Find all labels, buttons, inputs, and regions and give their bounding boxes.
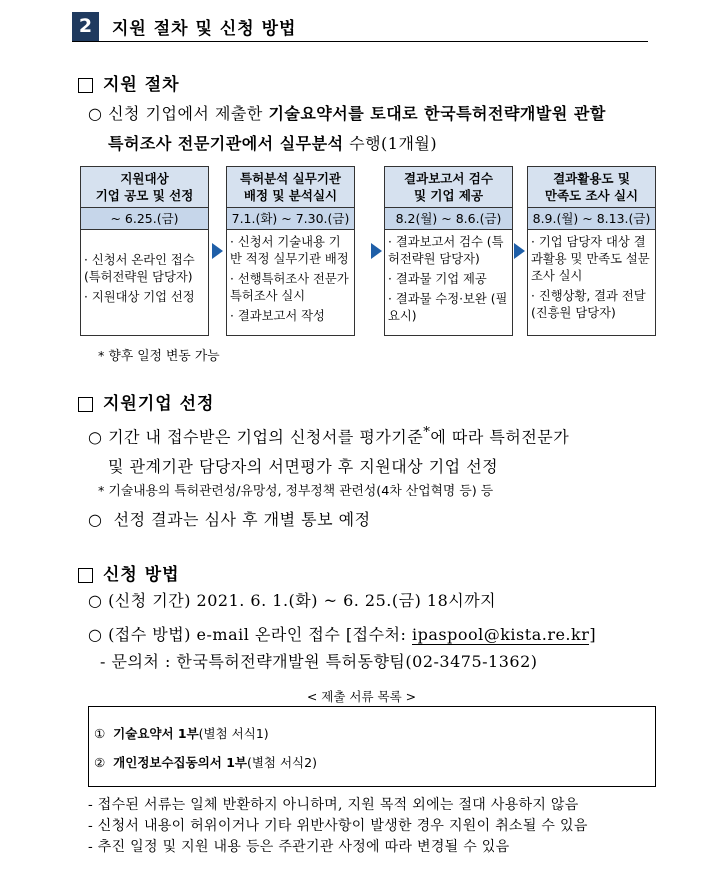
selection-note: * 기술내용의 특허관련성/유망성, 정부정책 관련성(4차 산업혁명 등) 등 [98,484,494,499]
step-item: · 기업 담당자 대상 결과활용 및 만족도 설문조사 실시 [531,235,650,283]
step-box-3: 결과보고서 검수 및 기업 제공 8.2(월) ~ 8.6.(금) · 결과보고서 검수 (특허전략원 담당자) · 결과물 기업 제공 · 결과물 수정·보완 (필요시) [384,166,513,336]
step-item: · 결과보고서 작성 [230,309,325,323]
step-item: · 선행특허조사 전문가 특허조사 실시 [230,272,349,303]
step-item: · 지원대상 기업 선정 [84,290,195,304]
section-title: 지원 절차 및 신청 방법 [112,19,297,39]
procedure-heading: 지원 절차 [78,70,180,95]
step-item: · 결과보고서 검수 (특허전략원 담당자) [388,235,504,266]
arrow-right-icon [514,243,525,259]
notice-item: - 접수된 서류는 일체 반환하지 아니하며, 지원 목적 외에는 절대 사용하지 않음 [88,797,579,813]
selection-text: ○ 기간 내 접수받은 기업의 신청서를 평가기준*에 따라 특허전문가 및 관계기관 담당자의 서면평가 후 지원대상 기업 선정 [88,425,570,477]
step-box-2: 특허분석 실무기관 배정 및 분석실시 7.1.(화) ~ 7.30.(금) · 신청서 기술내용 기반 적정 실무기관 배정 · 선행특허조사 전문가 특허조사 실시 · 결과보고서 작성 [226,166,355,336]
step-date: 8.2(월) ~ 8.6.(금) [385,208,512,230]
header-divider [72,41,648,42]
arrow-right-icon [371,243,382,259]
checkbox-square-icon [78,397,93,412]
procedure-intro: ○ 신청 기업에서 제출한 기술요약서를 토대로 한국특허전략개발원 관할 특허조사 전문기관에서 실무분석 수행(1개월) [88,104,606,153]
doc-item: ① 기술요약서 1부(별첨 서식1) [94,726,269,741]
selection-heading: 지원기업 선정 [78,389,214,414]
step-item: · 신청서 기술내용 기반 적정 실무기관 배정 [230,235,349,266]
application-period: ○ (신청 기간) 2021. 6. 1.(화) ~ 6. 25.(금) 18시까지 [88,591,497,610]
arrow-right-icon [212,243,223,259]
selection-result: ○ 선정 결과는 심사 후 개별 통보 예정 [88,510,371,529]
email-link[interactable]: ipaspool@kista.re.kr [412,625,590,644]
docs-list-box [88,706,656,787]
application-receipt: ○ (접수 방법) e-mail 온라인 접수 [접수처: ipaspool@kista.re.kr] [88,625,597,644]
step-box-1: 지원대상 기업 공모 및 선정 ~ 6.25.(금) · 신청서 온라인 접수 (특허전략원 담당자) · 지원대상 기업 선정 [80,166,209,336]
step-item: · 결과물 기업 제공 [388,272,487,286]
step-item: · 진행상황, 결과 전달 (진흥원 담당자) [531,289,646,320]
section-number: 2 [72,12,99,41]
notice-item: - 신청서 내용이 허위이거나 기타 위반사항이 발생한 경우 지원이 취소될 수 있음 [88,818,588,834]
application-contact: - 문의처 : 한국특허전략개발원 특허동향팀(02-3475-1362) [100,652,538,671]
step-item: · 신청서 온라인 접수 (특허전략원 담당자) [84,253,195,284]
checkbox-square-icon [78,78,93,93]
step-box-4: 결과활용도 및 만족도 조사 실시 8.9.(월) ~ 8.13.(금) · 기업 담당자 대상 결과활용 및 만족도 설문조사 실시 · 진행상황, 결과 전달 (진흥원 담당자) [527,166,656,336]
docs-title: < 제출 서류 목록 > [306,689,417,704]
notice-item: - 추진 일정 및 지원 내용 등은 주관기관 사정에 따라 변경될 수 있음 [88,839,510,855]
application-heading: 신청 방법 [78,560,180,585]
step-item: · 결과물 수정·보완 (필요시) [388,292,508,323]
procedure-note: * 향후 일정 변동 가능 [98,349,220,364]
step-date: 7.1.(화) ~ 7.30.(금) [227,208,354,230]
step-date: ~ 6.25.(금) [81,208,208,230]
checkbox-square-icon [78,568,93,583]
doc-item: ② 개인정보수집동의서 1부(별첨 서식2) [94,755,317,770]
notices [88,795,718,858]
step-date: 8.9.(월) ~ 8.13.(금) [528,208,655,230]
